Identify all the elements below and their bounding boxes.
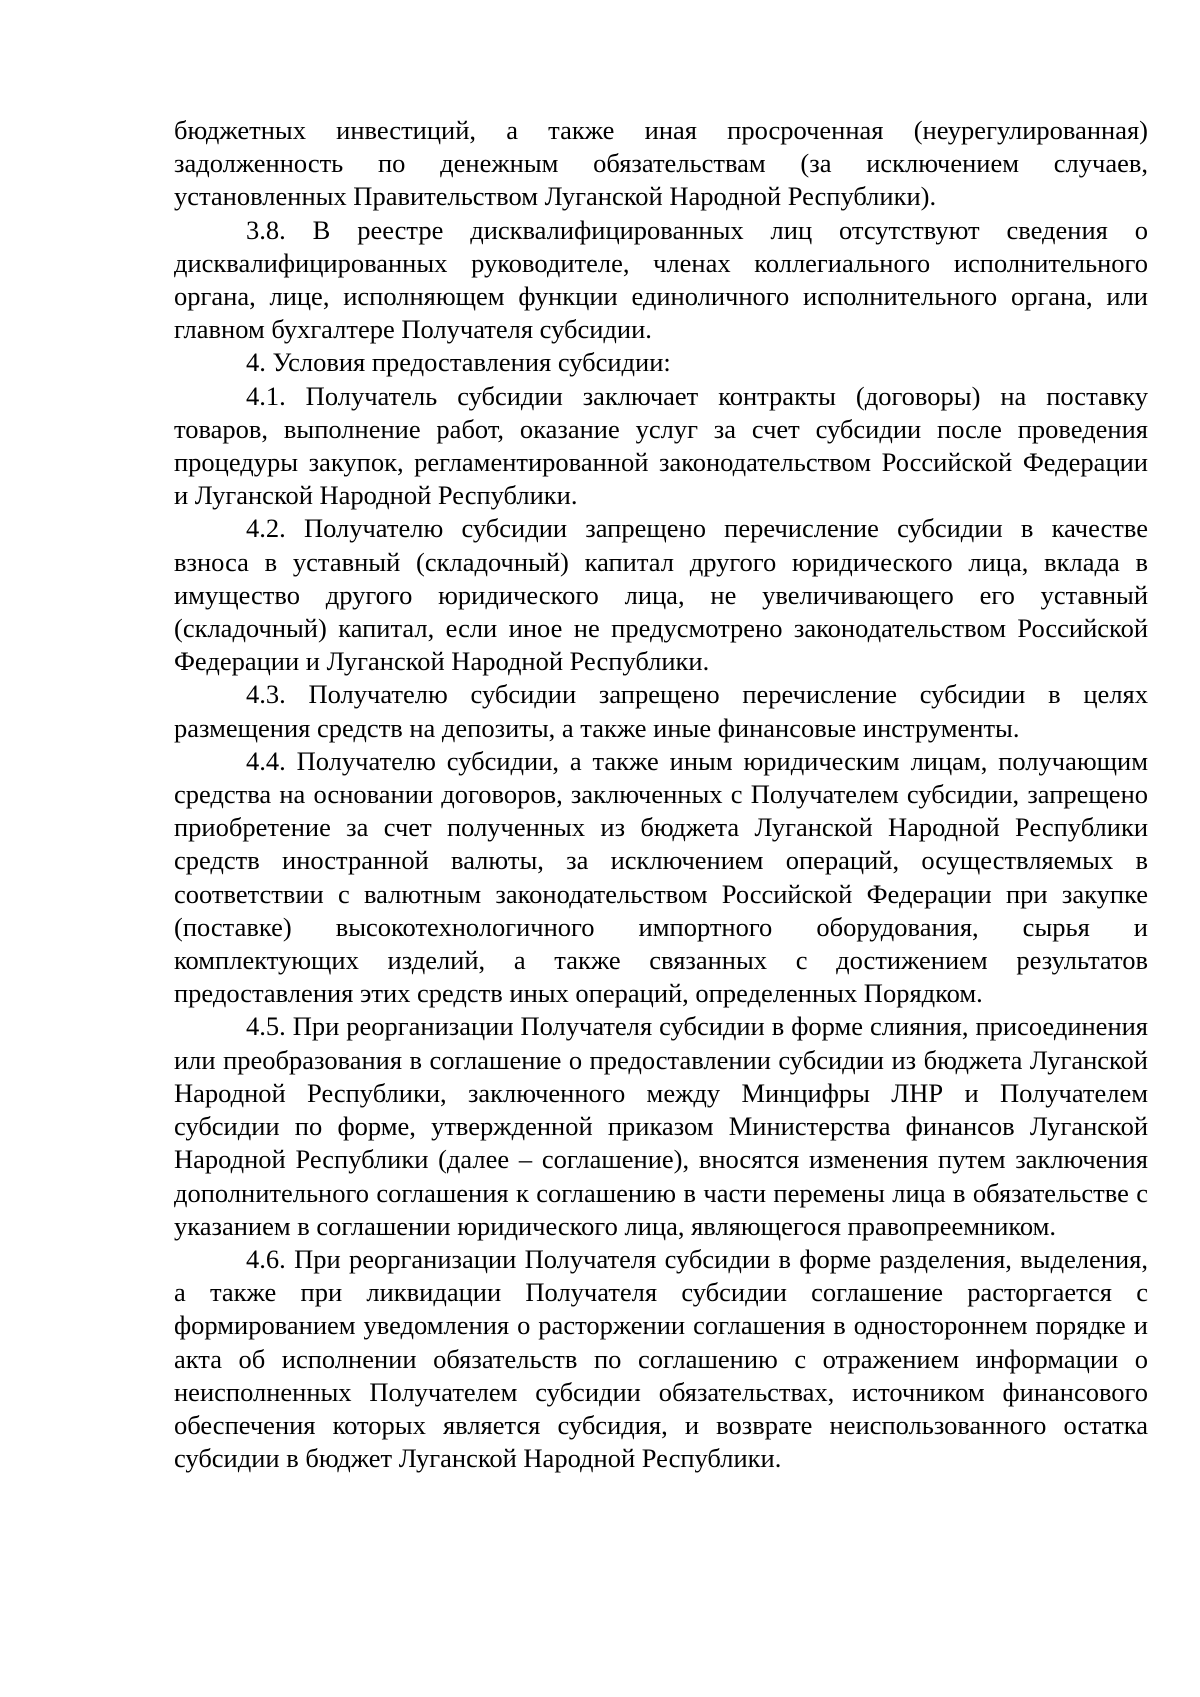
document-page bbox=[174, 114, 1148, 1475]
paragraph-4-5: 4.5. При реорганизации Получателя субсидии в форме слияния, присоединения или преобразования в соглашение о предоставлении субсидии из бюджета Луганской Народной Республики, заключенного между Минцифры ЛНР и Получателем субсидии по форме, утвержденной приказом Министерства финансов Луганской Народной Республики (далее – соглашение), вносятся изменения путем заключения дополнительного соглашения к соглашению в части перемены лица в обязательстве с указанием в соглашении юридического лица, являющегося правопреемником. bbox=[174, 1011, 1148, 1241]
paragraph-4-3: 4.3. Получателю субсидии запрещено перечисление субсидии в целях размещения средств на депозиты, а также иные финансовые инструменты. bbox=[174, 679, 1148, 743]
paragraph-4-1: 4.1. Получатель субсидии заключает контракты (договоры) на поставку товаров, выполнение работ, оказание услуг за счет субсидии после проведения процедуры закупок, регламентированной законодательством Российской Федерации и Луганской Народной Республики. bbox=[174, 380, 1148, 511]
paragraph-3-7-continuation: бюджетных инвестиций, а также иная просроченная (неурегулированная) задолженность по денежным обязательствам (за исключением случаев, установленных Правительством Луганской Народной Республики). bbox=[174, 115, 1148, 212]
paragraph-3-8: 3.8. В реестре дисквалифицированных лиц отсутствуют сведения о дисквалифицированных руководителе, членах коллегиального исполнительного органа, лице, исполняющем функции единоличного исполнительного органа, или главном бухгалтере Получателя субсидии. bbox=[174, 214, 1148, 345]
paragraph-4-4: 4.4. Получателю субсидии, а также иным юридическим лицам, получающим средства на основании договоров, заключенных с Получателем субсидии, запрещено приобретение за счет полученных из бюджета Луганской Народной Республики средств иностранной валюты, за исключением операций, осуществляемых в соответствии с валютным законодательством Российской Федерации при закупке (поставке) высокотехнологичного импортного оборудования, сырья и комплектующих изделий, а также связанных с достижением результатов предоставления этих средств иных операций, определенных Порядком. bbox=[174, 745, 1148, 1009]
paragraph-4-2: 4.2. Получателю субсидии запрещено перечисление субсидии в качестве взноса в уставный (складочный) капитал другого юридического лица, вклада в имущество другого юридического лица, не увеличивающего его уставный (складочный) капитал, если иное не предусмотрено законодательством Российской Федерации и Луганской Народной Республики. bbox=[174, 513, 1148, 677]
section-4-heading: 4. Условия предоставления субсидии: bbox=[246, 347, 671, 378]
paragraph-4-6: 4.6. При реорганизации Получателя субсидии в форме разделения, выделения, а также при ликвидации Получателя субсидии соглашение расторгается с формированием уведомления о расторжении соглашения в одностороннем порядке и акта об исполнении обязательств по соглашению с отражением информации о неисполненных Получателем субсидии обязательствах, источником финансового обеспечения которых является субсидия, и возврате неиспользованного остатка субсидии в бюджет Луганской Народной Республики. bbox=[174, 1243, 1148, 1474]
